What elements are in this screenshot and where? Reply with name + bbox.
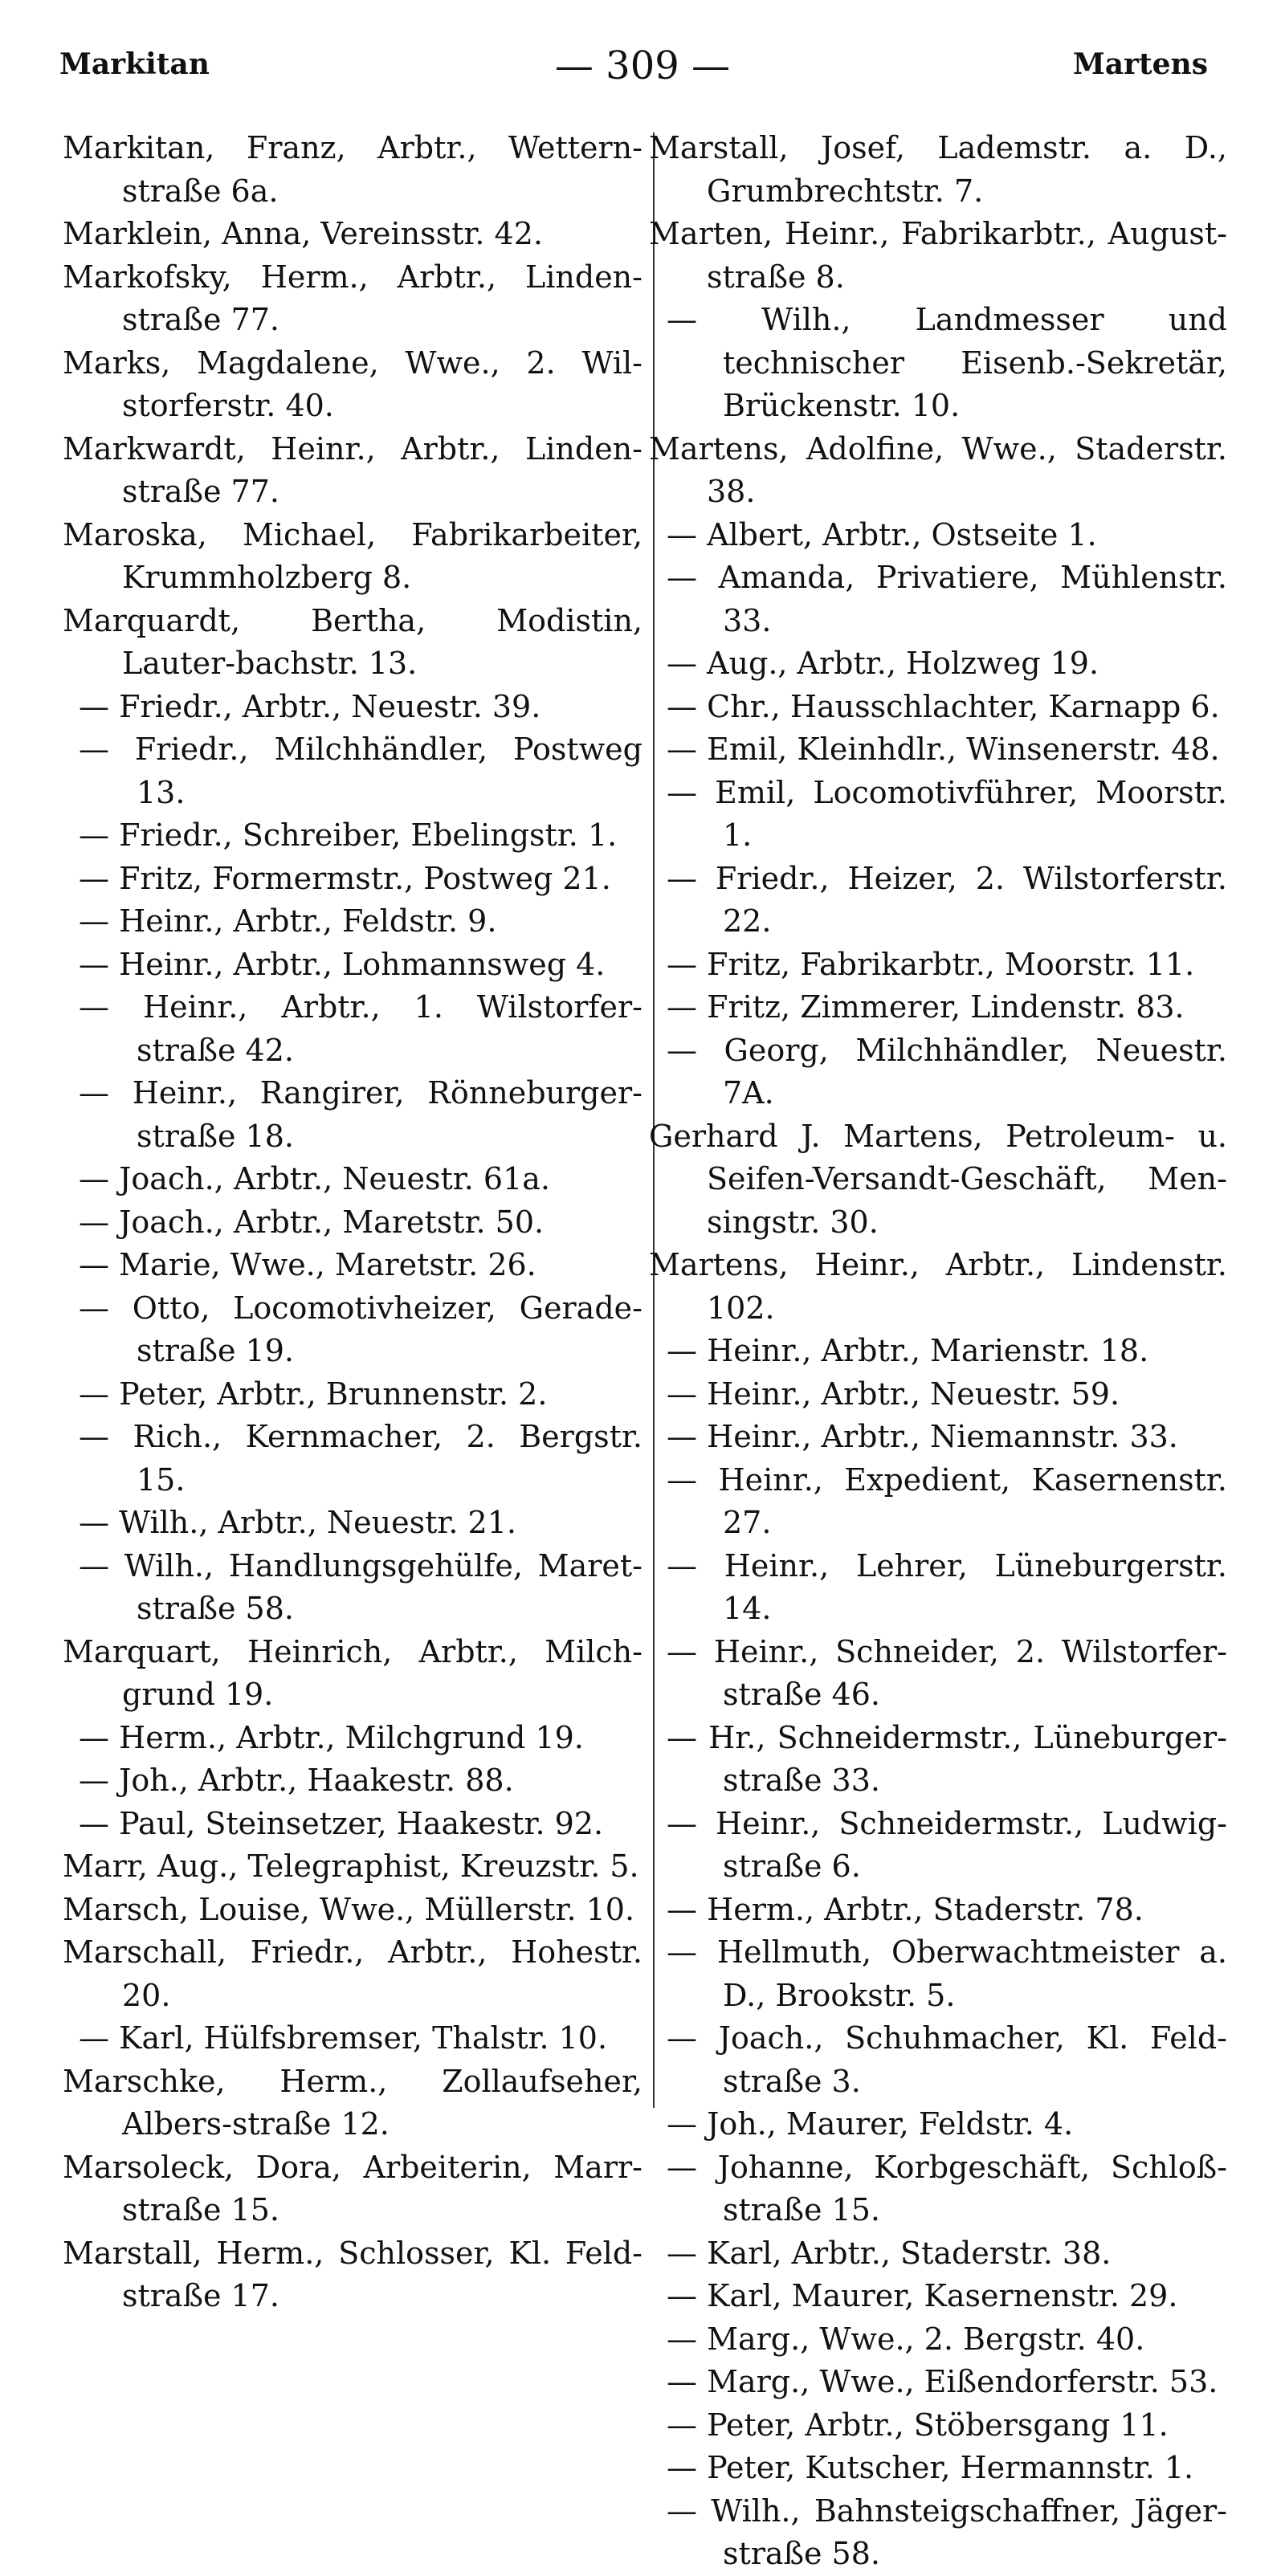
directory-subentry: — Chr., Hausschlachter, Karnapp 6. [667, 688, 1220, 724]
directory-subentry: — Wilh., Landmesser und technischer Eisenb.-Sekretär, Brückenstr. 10. [667, 302, 1227, 423]
directory-entry: Marsoleck, Dora, Arbeiterin, Marr-straße 15. [63, 2149, 642, 2228]
directory-subentry: — Heinr., Rangirer, Rönneburger-straße 18. [79, 1075, 642, 1154]
left-column [63, 127, 642, 2318]
directory-entry: Martens, Adolfine, Wwe., Staderstr. 38. [649, 430, 1227, 509]
directory-subentry: — Albert, Arbtr., Ostseite 1. [667, 516, 1097, 552]
directory-subentry: — Friedr., Heizer, 2. Wilstorferstr. 22. [667, 860, 1227, 939]
directory-entry: Marschke, Herm., Zollaufseher, Albers-straße 12. [63, 2063, 642, 2142]
directory-subentry: — Rich., Kernmacher, 2. Bergstr. 15. [79, 1419, 642, 1498]
directory-subentry: — Wilh., Bahnsteigschaffner, Jäger-straße 58. [667, 2492, 1227, 2571]
directory-entry: Marr, Aug., Telegraphist, Kreuzstr. 5. [63, 1848, 639, 1884]
directory-subentry: — Karl, Arbtr., Staderstr. 38. [667, 2235, 1112, 2271]
directory-entry: Marquardt, Bertha, Modistin, Lauter-bachstr. 13. [63, 602, 642, 681]
directory-subentry: — Heinr., Arbtr., 1. Wilstorfer-straße 42. [79, 989, 642, 1068]
directory-subentry: — Hellmuth, Oberwachtmeister a. D., Brookstr. 5. [667, 1934, 1227, 2013]
directory-subentry: — Paul, Steinsetzer, Haakestr. 92. [79, 1805, 604, 1841]
directory-subentry: — Joach., Arbtr., Neuestr. 61a. [79, 1161, 550, 1196]
directory-subentry: — Heinr., Arbtr., Marienstr. 18. [667, 1333, 1149, 1368]
directory-subentry: — Marie, Wwe., Maretstr. 26. [79, 1247, 536, 1282]
directory-subentry: — Joach., Schuhmacher, Kl. Feld-straße 3. [667, 2020, 1227, 2099]
directory-subentry: — Heinr., Schneider, 2. Wilstorfer-straße 46. [667, 1633, 1227, 1712]
directory-entry: Markwardt, Heinr., Arbtr., Linden-straße 77. [63, 430, 642, 509]
directory-subentry: — Marg., Wwe., Eißendorferstr. 53. [667, 2364, 1218, 2399]
page-number: — 309 — [554, 43, 731, 88]
directory-subentry: — Friedr., Arbtr., Neuestr. 39. [79, 688, 541, 724]
directory-subentry: — Fritz, Fabrikarbtr., Moorstr. 11. [667, 946, 1195, 982]
directory-subentry: — Marg., Wwe., 2. Bergstr. 40. [667, 2321, 1145, 2357]
directory-subentry: — Emil, Locomotivführer, Moorstr. 1. [667, 774, 1227, 853]
directory-subentry: — Johanne, Korbgeschäft, Schloß-straße 15. [667, 2149, 1227, 2228]
directory-subentry: — Karl, Hülfsbremser, Thalstr. 10. [79, 2020, 608, 2056]
running-head-right: Martens [1072, 47, 1208, 81]
directory-subentry: — Peter, Kutscher, Hermannstr. 1. [667, 2450, 1194, 2485]
directory-entry: Marstall, Herm., Schlosser, Kl. Feld-straße 17. [63, 2235, 642, 2313]
running-head-left: Markitan [59, 47, 210, 81]
directory-subentry: — Herm., Arbtr., Milchgrund 19. [79, 1719, 584, 1755]
directory-subentry: — Amanda, Privatiere, Mühlenstr. 33. [667, 560, 1227, 638]
directory-subentry: — Heinr., Schneidermstr., Ludwig-straße 6. [667, 1805, 1227, 1884]
directory-entry: Marklein, Anna, Vereinsstr. 42. [63, 216, 543, 251]
directory-subentry: — Karl, Maurer, Kasernenstr. 29. [667, 2278, 1178, 2313]
directory-subentry: — Joach., Arbtr., Maretstr. 50. [79, 1204, 545, 1240]
directory-subentry: — Aug., Arbtr., Holzweg 19. [667, 646, 1099, 681]
directory-subentry: — Wilh., Arbtr., Neuestr. 21. [79, 1505, 516, 1540]
directory-subentry: — Heinr., Arbtr., Niemannstr. 33. [667, 1419, 1178, 1454]
directory-subentry: — Otto, Locomotivheizer, Gerade-straße 19. [79, 1290, 642, 1368]
directory-subentry: — Joh., Arbtr., Haakestr. 88. [79, 1763, 514, 1798]
directory-subentry: — Heinr., Arbtr., Feldstr. 9. [79, 903, 497, 939]
directory-subentry: — Emil, Kleinhdlr., Winsenerstr. 48. [667, 732, 1220, 767]
directory-entry: Marks, Magdalene, Wwe., 2. Wil-storferstr. 40. [63, 344, 642, 423]
directory-subentry: — Fritz, Formermstr., Postweg 21. [79, 860, 611, 896]
directory-entry: Marschall, Friedr., Arbtr., Hohestr. 20. [63, 1934, 642, 2013]
directory-subentry: — Heinr., Lehrer, Lüneburgerstr. 14. [667, 1547, 1227, 1626]
directory-subentry: — Heinr., Arbtr., Lohmannsweg 4. [79, 946, 606, 982]
directory-subentry: — Friedr., Milchhändler, Postweg 13. [79, 732, 642, 810]
directory-entry: Maroska, Michael, Fabrikarbeiter, Krummholzberg 8. [63, 516, 642, 595]
directory-subentry: — Fritz, Zimmerer, Lindenstr. 83. [667, 989, 1185, 1025]
directory-entry: Markitan, Franz, Arbtr., Wettern-straße 6a. [63, 130, 642, 209]
directory-subentry: — Peter, Arbtr., Brunnenstr. 2. [79, 1376, 548, 1412]
directory-entry: Marquart, Heinrich, Arbtr., Milch-grund 19. [63, 1633, 642, 1712]
directory-subentry: — Peter, Arbtr., Stöbersgang 11. [667, 2407, 1169, 2443]
directory-entry: Markofsky, Herm., Arbtr., Linden-straße 77. [63, 259, 642, 337]
directory-entry: Marten, Heinr., Fabrikarbtr., August-straße 8. [649, 216, 1227, 295]
directory-entry: Marstall, Josef, Lademstr. a. D., Grumbrechtstr. 7. [649, 130, 1227, 209]
directory-subentry: — Heinr., Arbtr., Neuestr. 59. [667, 1376, 1120, 1412]
directory-subentry: — Herm., Arbtr., Staderstr. 78. [667, 1891, 1144, 1927]
directory-subentry: — Friedr., Schreiber, Ebelingstr. 1. [79, 817, 618, 853]
directory-entry: Martens, Heinr., Arbtr., Lindenstr. 102. [649, 1247, 1227, 1326]
directory-entry: Gerhard J. Martens, Petroleum- u. Seifen-Versandt-Geschäft, Men-singstr. 30. [649, 1118, 1227, 1240]
directory-subentry: — Hr., Schneidermstr., Lüneburger-straße 33. [667, 1719, 1227, 1798]
directory-subentry: — Heinr., Expedient, Kasernenstr. 27. [667, 1461, 1227, 1540]
right-column [649, 127, 1227, 2576]
directory-entry: Marsch, Louise, Wwe., Müllerstr. 10. [63, 1891, 635, 1927]
directory-subentry: — Joh., Maurer, Feldstr. 4. [667, 2106, 1074, 2142]
directory-subentry: — Georg, Milchhändler, Neuestr. 7A. [667, 1032, 1227, 1111]
directory-subentry: — Wilh., Handlungsgehülfe, Maret-straße 58. [79, 1547, 642, 1626]
